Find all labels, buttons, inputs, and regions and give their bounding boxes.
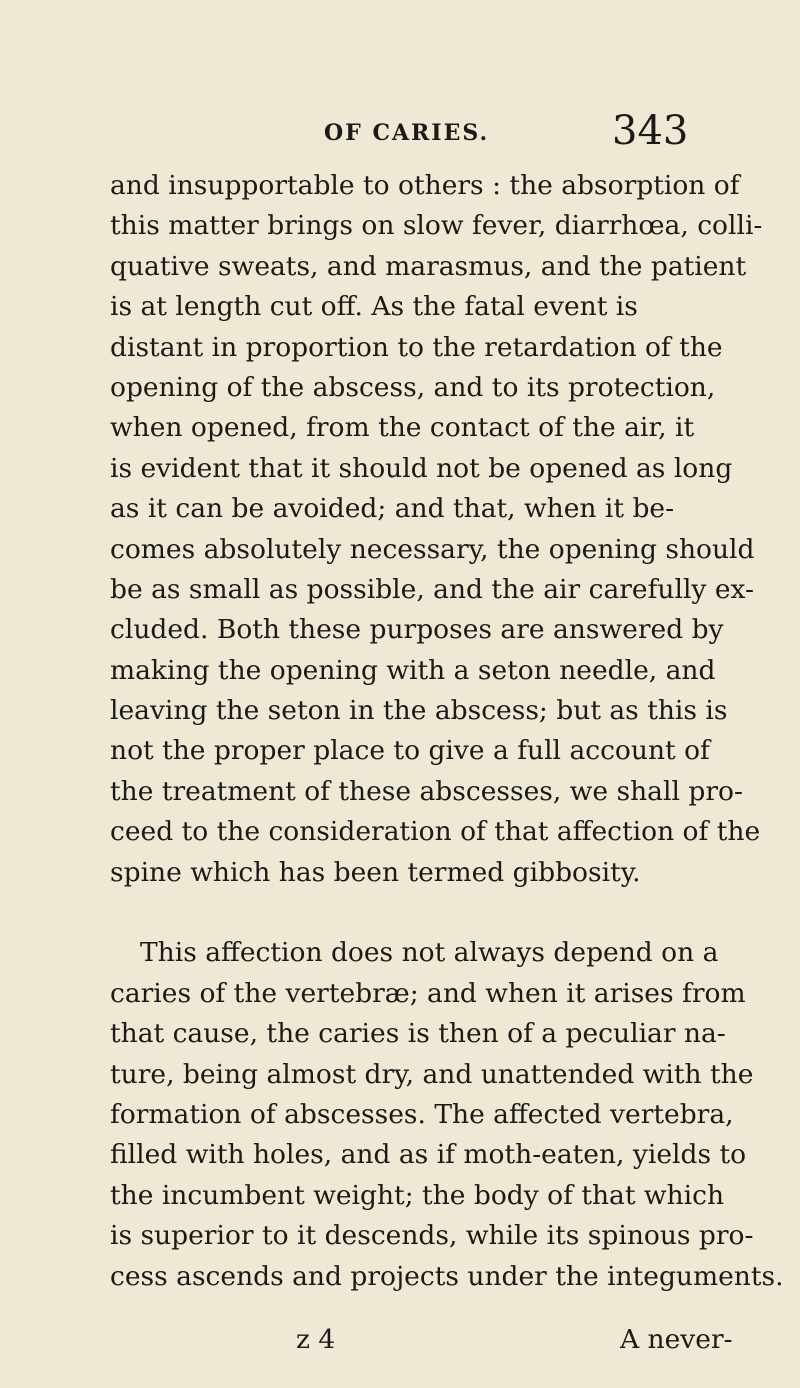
page-footer: [0, 1320, 800, 1360]
text-line: this matter brings on slow fever, diarrhœa, colli-: [110, 210, 763, 242]
text-line: as it can be avoided; and that, when it be-: [110, 493, 675, 525]
text-line: comes absolutely necessary, the opening should: [110, 533, 755, 565]
text-line: caries of the vertebræ; and when it arises from: [110, 977, 746, 1009]
text-line: is superior to it descends, while its spinous pro-: [110, 1220, 754, 1252]
catchword: A never-: [620, 1324, 733, 1355]
text-line: leaving the seton in the abscess; but as this is: [110, 695, 728, 727]
running-head: [0, 108, 800, 168]
text-line: is evident that it should not be opened as long: [110, 452, 733, 484]
text-line: when opened, from the contact of the air, it: [110, 412, 695, 444]
signature-mark: z 4: [296, 1324, 336, 1355]
text-line: the incumbent weight; the body of that which: [110, 1179, 725, 1211]
text-line: distant in proportion to the retardation of the: [110, 331, 723, 363]
text-line: that cause, the caries is then of a peculiar na-: [110, 1018, 726, 1050]
running-head-title: OF CARIES.: [324, 120, 490, 146]
text-line: quative sweats, and marasmus, and the patient: [110, 250, 747, 282]
text-line: is at length cut off. As the fatal event is: [110, 291, 638, 323]
text-line: This affection does not always depend on a: [140, 937, 719, 969]
text-line: spine which has been termed gibbosity.: [110, 856, 641, 888]
paragraph-gap: [110, 893, 738, 933]
text-line: ture, being almost dry, and unattended with the: [110, 1058, 754, 1090]
text-line: and insupportable to others : the absorption of: [110, 170, 740, 201]
text-line: not the proper place to give a full account of: [110, 735, 710, 767]
body-text: [110, 166, 784, 1297]
paragraph-2: [110, 933, 784, 1297]
text-line: the treatment of these abscesses, we shall pro-: [110, 775, 743, 807]
text-line: filled with holes, and as if moth-eaten, yields to: [110, 1139, 747, 1171]
text-line: cess ascends and projects under the integuments.: [110, 1260, 784, 1292]
text-line: be as small as possible, and the air carefully ex-: [110, 573, 754, 605]
text-line: making the opening with a seton needle, and: [110, 654, 716, 686]
text-line: ceed to the consideration of that affection of the: [110, 816, 761, 848]
text-line: formation of abscesses. The affected vertebra,: [110, 1098, 734, 1130]
page-number: 343: [612, 108, 689, 154]
paragraph-1: [110, 166, 763, 893]
text-line: cluded. Both these purposes are answered by: [110, 614, 724, 646]
text-line: opening of the abscess, and to its protection,: [110, 371, 716, 403]
